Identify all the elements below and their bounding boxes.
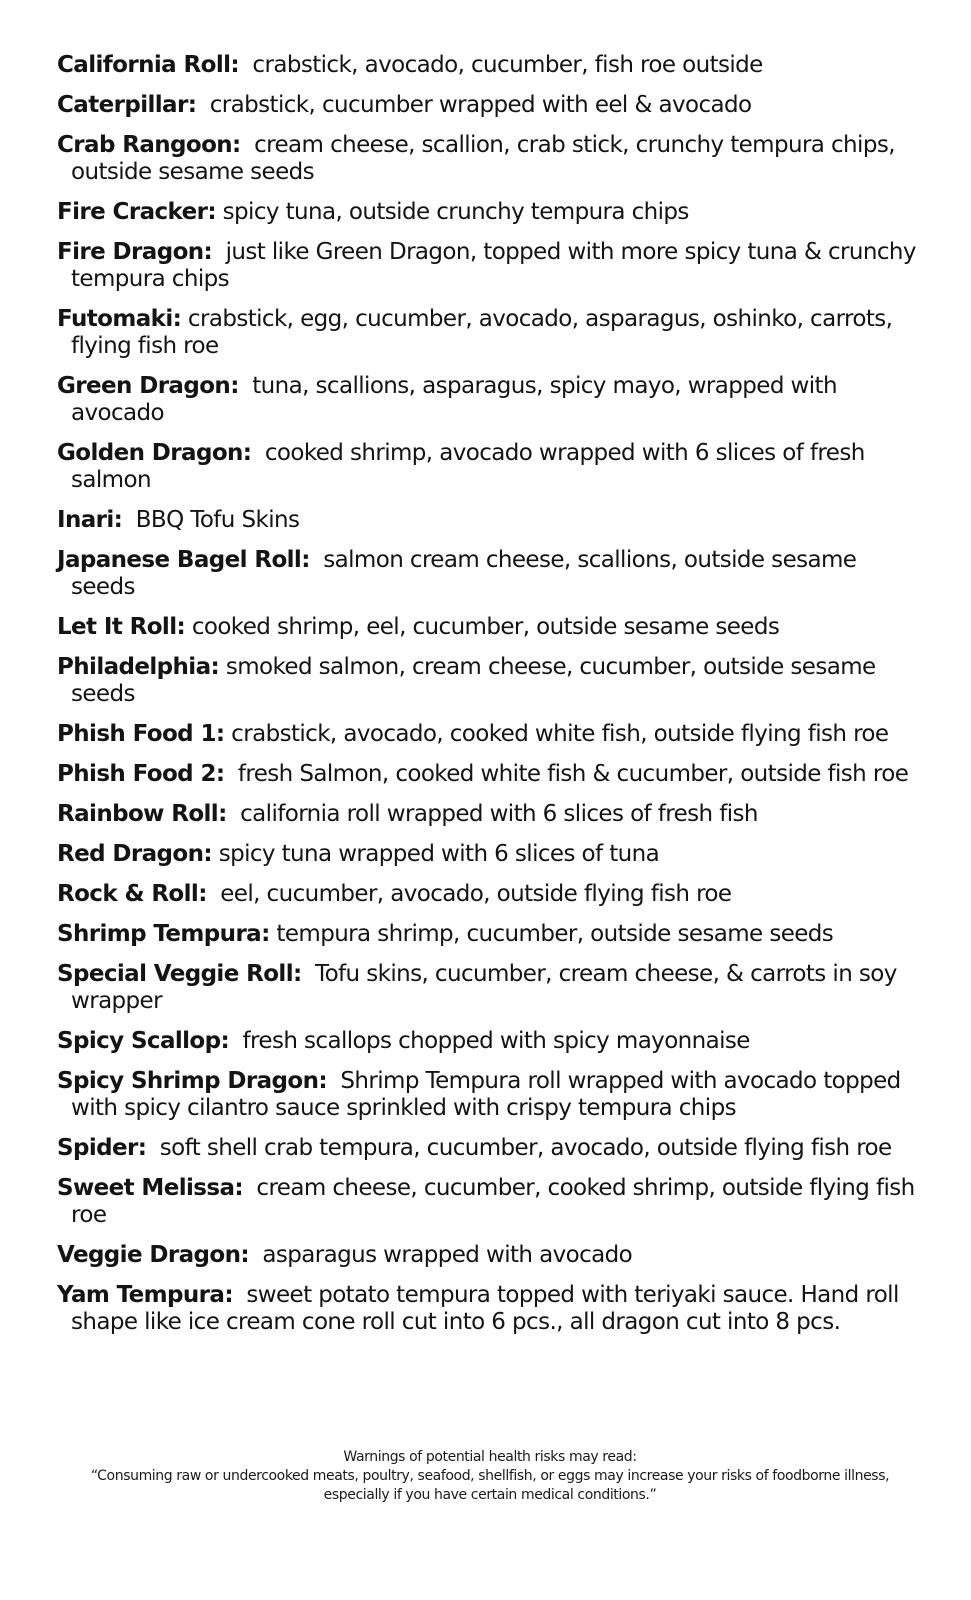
item-name: Japanese Bagel Roll: xyxy=(57,547,310,573)
health-warning xyxy=(60,1448,920,1505)
item-name: Crab Rangoon: xyxy=(57,132,241,158)
item-name: Red Dragon: xyxy=(57,841,212,867)
item-name: Rock & Roll: xyxy=(57,881,207,907)
item-name: Inari: xyxy=(57,507,123,533)
item-description: cooked shrimp, eel, cucumber, outside sesame seeds xyxy=(191,614,780,640)
item-description: smoked salmon, cream cheese, cucumber, outside sesame seeds xyxy=(71,654,876,707)
item-name: Yam Tempura: xyxy=(57,1282,233,1308)
item-name: Spicy Scallop: xyxy=(57,1028,230,1054)
item-name: California Roll: xyxy=(57,52,239,78)
menu-item xyxy=(57,1242,917,1269)
item-name: Spider: xyxy=(57,1135,147,1161)
item-name: Phish Food 1: xyxy=(57,721,225,747)
menu-item xyxy=(57,132,917,186)
menu-item xyxy=(57,52,917,79)
menu-item xyxy=(57,440,917,494)
menu-item xyxy=(57,306,917,360)
item-name: Veggie Dragon: xyxy=(57,1242,249,1268)
warning-text: “Consuming raw or undercooked meats, poultry, seafood, shellfish, or eggs may increase your risks of foodborne illness, especially if you have certain medical conditions.” xyxy=(90,1468,890,1503)
item-description: tempura shrimp, cucumber, outside sesame seeds xyxy=(276,921,834,947)
menu-item xyxy=(57,547,917,601)
menu-item xyxy=(57,881,917,908)
item-name: Futomaki: xyxy=(57,306,182,332)
item-description: fresh Salmon, cooked white fish & cucumber, outside fish roe xyxy=(237,761,909,787)
item-description: soft shell crab tempura, cucumber, avocado, outside flying fish roe xyxy=(159,1135,892,1161)
item-description: crabstick, avocado, cucumber, fish roe outside xyxy=(252,52,763,78)
item-name: Spicy Shrimp Dragon: xyxy=(57,1068,327,1094)
item-description: california roll wrapped with 6 slices of fresh fish xyxy=(240,801,758,827)
item-description: eel, cucumber, avocado, outside flying fish roe xyxy=(220,881,732,907)
item-description: spicy tuna wrapped with 6 slices of tuna xyxy=(218,841,660,867)
item-name: Sweet Melissa: xyxy=(57,1175,243,1201)
menu-item xyxy=(57,841,917,868)
item-description: just like Green Dragon, topped with more spicy tuna & crunchy tempura chips xyxy=(71,239,916,292)
item-description: BBQ Tofu Skins xyxy=(135,507,300,533)
item-description: crabstick, cucumber wrapped with eel & avocado xyxy=(209,92,752,118)
item-description: asparagus wrapped with avocado xyxy=(262,1242,633,1268)
item-description: sweet potato tempura topped with teriyaki sauce. Hand roll shape like ice cream cone roll cut into 6 pcs., all dragon cut into 8 pcs. xyxy=(71,1282,899,1335)
menu-item xyxy=(57,199,917,226)
roll-list xyxy=(57,52,917,1349)
item-name: Philadelphia: xyxy=(57,654,220,680)
item-description: salmon cream cheese, scallions, outside sesame seeds xyxy=(71,547,857,600)
item-description: crabstick, egg, cucumber, avocado, asparagus, oshinko, carrots, flying fish roe xyxy=(71,306,893,359)
item-name: Rainbow Roll: xyxy=(57,801,227,827)
item-description: cream cheese, scallion, crab stick, crunchy tempura chips, outside sesame seeds xyxy=(71,132,895,185)
menu-item xyxy=(57,654,917,708)
menu-item xyxy=(57,761,917,788)
item-name: Caterpillar: xyxy=(57,92,197,118)
item-description: Tofu skins, cucumber, cream cheese, & carrots in soy wrapper xyxy=(71,961,897,1014)
item-name: Golden Dragon: xyxy=(57,440,252,466)
item-description: crabstick, avocado, cooked white fish, outside flying fish roe xyxy=(231,721,889,747)
menu-item xyxy=(57,1282,917,1336)
menu-item xyxy=(57,721,917,748)
menu-item xyxy=(57,239,917,293)
menu-item xyxy=(57,961,917,1015)
menu-item xyxy=(57,801,917,828)
menu-item xyxy=(57,1068,917,1122)
item-name: Fire Cracker: xyxy=(57,199,216,225)
item-name: Green Dragon: xyxy=(57,373,239,399)
menu-item xyxy=(57,614,917,641)
item-name: Special Veggie Roll: xyxy=(57,961,302,987)
item-description: tuna, scallions, asparagus, spicy mayo, wrapped with avocado xyxy=(71,373,837,426)
item-description: cooked shrimp, avocado wrapped with 6 slices of fresh salmon xyxy=(71,440,865,493)
item-description: cream cheese, cucumber, cooked shrimp, outside flying fish roe xyxy=(71,1175,915,1228)
menu-item xyxy=(57,92,917,119)
item-description: spicy tuna, outside crunchy tempura chips xyxy=(222,199,689,225)
menu-item xyxy=(57,1175,917,1229)
menu-item xyxy=(57,1135,917,1162)
menu-item xyxy=(57,507,917,534)
menu-item xyxy=(57,373,917,427)
item-description: fresh scallops chopped with spicy mayonnaise xyxy=(242,1028,750,1054)
item-name: Let It Roll: xyxy=(57,614,186,640)
item-name: Shrimp Tempura: xyxy=(57,921,270,947)
warning-heading: Warnings of potential health risks may read: xyxy=(343,1449,637,1465)
item-name: Fire Dragon: xyxy=(57,239,213,265)
item-description: Shrimp Tempura roll wrapped with avocado topped with spicy cilantro sauce sprinkled with crispy tempura chips xyxy=(71,1068,901,1121)
menu-item xyxy=(57,1028,917,1055)
menu-item xyxy=(57,921,917,948)
item-name: Phish Food 2: xyxy=(57,761,225,787)
